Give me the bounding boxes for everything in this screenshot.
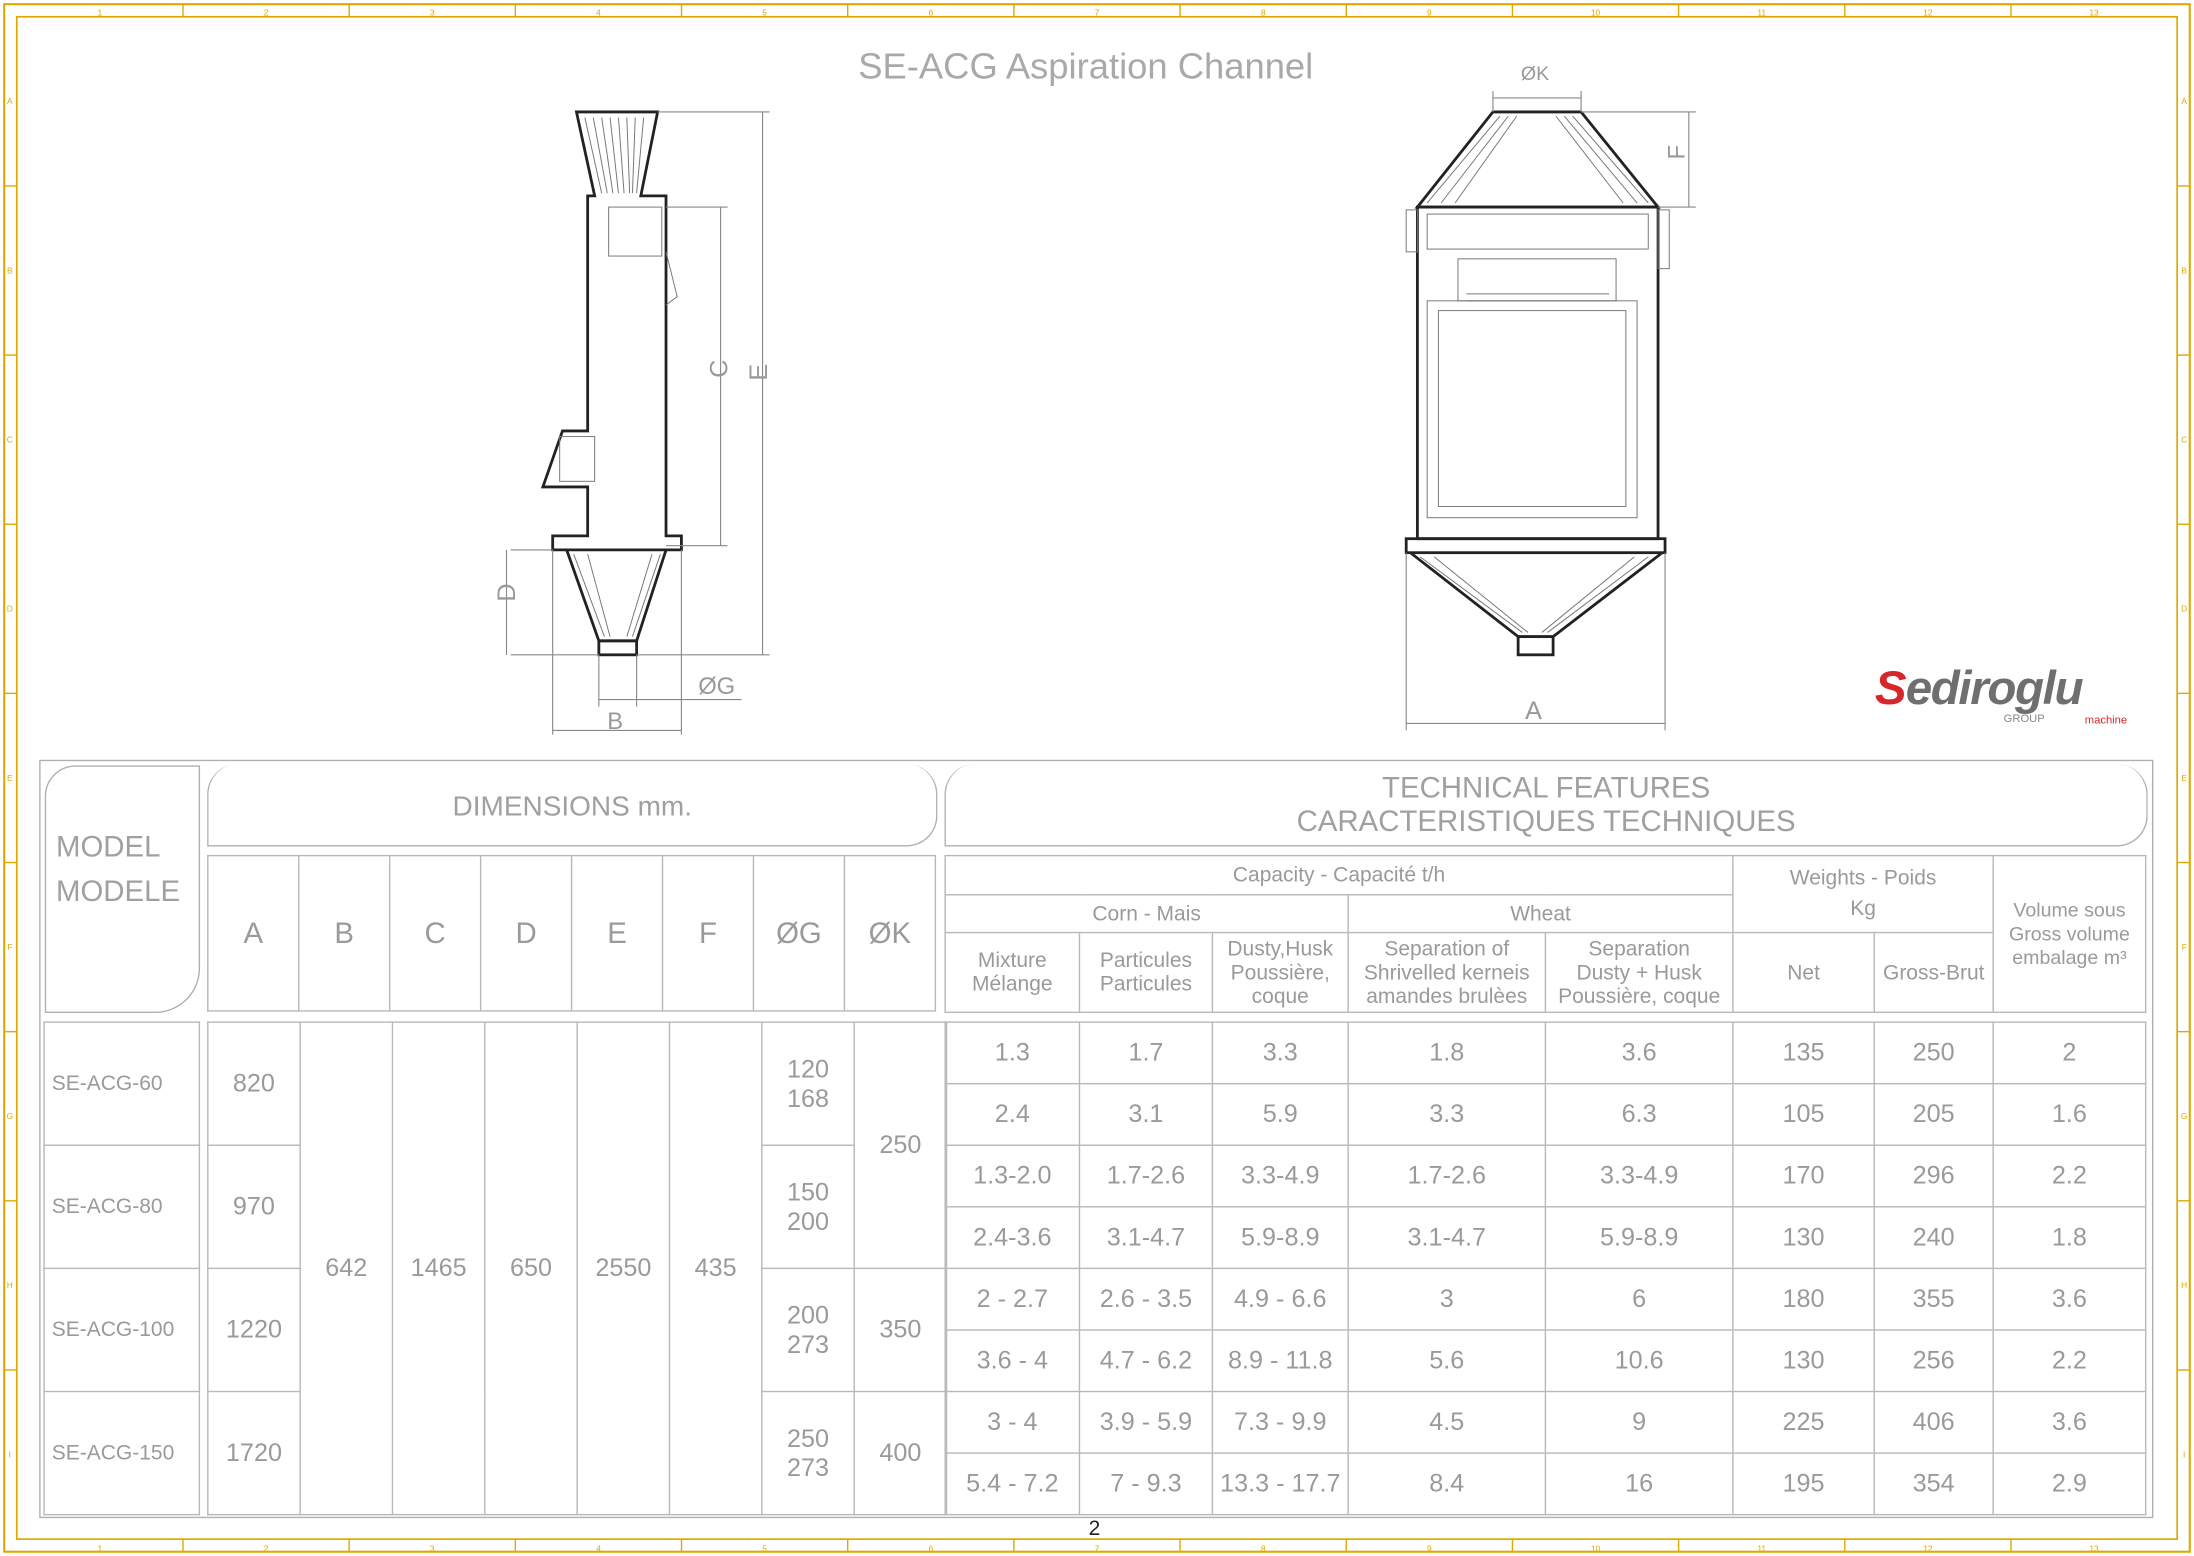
dim-a-value: 820 xyxy=(208,1022,300,1145)
capacity-value: 3.3 xyxy=(1348,1084,1545,1146)
capacity-value: 16 xyxy=(1545,1453,1732,1515)
capacity-value: 2.4 xyxy=(945,1084,1079,1146)
dim-b-value: 642 xyxy=(300,1022,392,1515)
capacity-value: 7 - 9.3 xyxy=(1079,1453,1212,1515)
frame-column-label: 11 xyxy=(1757,1543,1767,1554)
dim-d-value: 650 xyxy=(485,1022,577,1515)
dimensions-column-headers xyxy=(207,855,936,1012)
capacity-value: 3.6 - 4 xyxy=(945,1330,1079,1392)
capacity-value: 5.9-8.9 xyxy=(1545,1207,1732,1269)
dim-g-value: 120 168 xyxy=(762,1022,854,1145)
capacity-value: 195 xyxy=(1733,1453,1874,1515)
frame-column-label: 8 xyxy=(1260,1543,1266,1554)
capacity-value: 3.1-4.7 xyxy=(1079,1207,1212,1269)
capacity-value: 406 xyxy=(1874,1392,1993,1454)
model-name: SE-ACG-100 xyxy=(44,1268,199,1391)
features-table xyxy=(944,1021,2146,1515)
capacity-subheader: Separation Dusty + Husk Poussière, coque xyxy=(1545,933,1733,1013)
frame-column-label: 7 xyxy=(1094,7,1100,18)
frame-column-label: 9 xyxy=(1427,7,1432,18)
capacity-value: 5.4 - 7.2 xyxy=(945,1453,1079,1515)
capacity-value: 1.7-2.6 xyxy=(1348,1145,1545,1207)
frame-row-label: C xyxy=(2181,434,2188,445)
frame-row-label: B xyxy=(2181,265,2187,276)
dim-a-value: 970 xyxy=(208,1145,300,1268)
frame-row-label: H xyxy=(6,1280,13,1291)
frame-column-label: 5 xyxy=(762,7,767,18)
frame-row-label: A xyxy=(6,96,13,107)
capacity-value: 3.1 xyxy=(1079,1084,1212,1146)
capacity-subheader: Gross-Brut xyxy=(1874,933,1993,1013)
frame-column-label: 8 xyxy=(1260,7,1266,18)
dim-label-b: B xyxy=(607,707,624,735)
frame-row-label: F xyxy=(7,941,13,952)
frame-row-label: G xyxy=(2180,1111,2188,1122)
dim-label-d: D xyxy=(492,583,521,602)
model-header: MODEL MODELE xyxy=(45,765,200,1013)
dim-f-value: 435 xyxy=(670,1022,762,1515)
capacity-value: 1.8 xyxy=(1993,1207,2146,1269)
frame-column-label: 11 xyxy=(1757,7,1767,18)
dim-g-value: 150 200 xyxy=(762,1145,854,1268)
frame-row-label: D xyxy=(2181,603,2188,614)
dim-column-header: F xyxy=(663,856,754,1011)
dim-c-value: 1465 xyxy=(392,1022,484,1515)
capacity-value: 8.9 - 11.8 xyxy=(1212,1330,1348,1392)
frame-column-label: 2 xyxy=(263,1543,269,1554)
frame-row-label: A xyxy=(2181,96,2187,107)
dim-k-value: 250 xyxy=(854,1022,946,1268)
dim-a-value: 1220 xyxy=(208,1268,300,1391)
capacity-value: 240 xyxy=(1874,1207,1993,1269)
capacity-value: 6.3 xyxy=(1545,1084,1732,1146)
capacity-value: 2.6 - 3.5 xyxy=(1079,1268,1212,1330)
model-name: SE-ACG-80 xyxy=(44,1145,199,1268)
frame-column-label: 12 xyxy=(1923,7,1933,18)
capacity-value: 5.9-8.9 xyxy=(1212,1207,1348,1269)
frame-row-label: B xyxy=(6,265,13,276)
capacity-value: 13.3 - 17.7 xyxy=(1212,1453,1348,1515)
dim-label-k: ØK xyxy=(1520,62,1550,85)
frame-column-label: 13 xyxy=(2089,1543,2099,1554)
capacity-value: 1.7-2.6 xyxy=(1079,1145,1212,1207)
sediroglu-logo: S ediroglu GROUP machine xyxy=(1874,661,2128,727)
capacity-value: 1.3 xyxy=(945,1022,1079,1084)
capacity-value: 3.3 xyxy=(1212,1022,1348,1084)
capacity-value: 8.4 xyxy=(1348,1453,1545,1515)
capacity-value: 2.2 xyxy=(1993,1330,2146,1392)
capacity-value: 256 xyxy=(1874,1330,1993,1392)
frame-column-label: 7 xyxy=(1094,1543,1100,1554)
dim-column-header: D xyxy=(481,856,572,1011)
model-name: SE-ACG-150 xyxy=(44,1392,199,1515)
capacity-value: 3.1-4.7 xyxy=(1348,1207,1545,1269)
dim-column-header: ØG xyxy=(753,856,844,1011)
frame-row-label: H xyxy=(2181,1280,2188,1291)
dim-label-a: A xyxy=(1525,697,1542,726)
capacity-value: 10.6 xyxy=(1545,1330,1732,1392)
capacity-value: 135 xyxy=(1733,1022,1874,1084)
capacity-value: 4.9 - 6.6 xyxy=(1212,1268,1348,1330)
capacity-value: 2 xyxy=(1993,1022,2146,1084)
dim-column-header: ØK xyxy=(844,856,935,1011)
capacity-value: 3 - 4 xyxy=(945,1392,1079,1454)
capacity-value: 4.7 - 6.2 xyxy=(1079,1330,1212,1392)
frame-row-label: E xyxy=(2181,772,2187,783)
capacity-value: 4.5 xyxy=(1348,1392,1545,1454)
dimensions-table xyxy=(207,1021,947,1515)
capacity-value: 1.3-2.0 xyxy=(945,1145,1079,1207)
frame-row-label: E xyxy=(6,772,13,783)
capacity-value: 1.8 xyxy=(1348,1022,1545,1084)
capacity-value: 2.2 xyxy=(1993,1145,2146,1207)
page-title: SE-ACG Aspiration Channel xyxy=(858,44,1314,87)
dim-label-e: E xyxy=(744,363,773,381)
frame-column-label: 5 xyxy=(762,1543,767,1554)
dim-a-value: 1720 xyxy=(208,1392,300,1515)
frame-column-label: 6 xyxy=(928,7,934,18)
dim-k-value: 400 xyxy=(854,1392,946,1515)
dim-g-value: 250 273 xyxy=(762,1392,854,1515)
capacity-value: 3.9 - 5.9 xyxy=(1079,1392,1212,1454)
dim-label-g: ØG xyxy=(698,673,736,701)
capacity-header: Capacity - Capacité t/h xyxy=(945,856,1733,895)
capacity-value: 225 xyxy=(1733,1392,1874,1454)
frame-row-label: F xyxy=(2181,941,2187,952)
capacity-value: 5.6 xyxy=(1348,1330,1545,1392)
capacity-value: 9 xyxy=(1545,1392,1732,1454)
capacity-subheader: Separation of Shrivelled kerneis amandes brulèes xyxy=(1348,933,1545,1013)
capacity-value: 130 xyxy=(1733,1330,1874,1392)
page-number: 2 xyxy=(1088,1516,1101,1541)
frame-column-label: 2 xyxy=(263,7,269,18)
frame-row-label: I xyxy=(2182,1449,2186,1460)
frame-row-label: C xyxy=(6,434,13,445)
capacity-value: 3 xyxy=(1348,1268,1545,1330)
dim-e-value: 2550 xyxy=(577,1022,669,1515)
frame-row-label: I xyxy=(8,1449,11,1460)
capacity-value: 5.9 xyxy=(1212,1084,1348,1146)
technical-features-header: TECHNICAL FEATURES CARACTERISTIQUES TECHNIQUES xyxy=(944,764,2147,847)
capacity-subheader: Dusty,Husk Poussière, coque xyxy=(1212,933,1348,1013)
capacity-value: 170 xyxy=(1733,1145,1874,1207)
dim-k-value: 350 xyxy=(854,1268,946,1391)
dim-label-c: C xyxy=(705,359,734,378)
capacity-value: 3.3-4.9 xyxy=(1545,1145,1732,1207)
frame-row-label: D xyxy=(6,603,13,614)
model-name: SE-ACG-60 xyxy=(44,1022,199,1145)
capacity-subheader: Net xyxy=(1733,933,1874,1013)
capacity-value: 354 xyxy=(1874,1453,1993,1515)
capacity-value: 2.4-3.6 xyxy=(945,1207,1079,1269)
dim-column-header: E xyxy=(572,856,663,1011)
frame-column-label: 9 xyxy=(1427,1543,1432,1554)
frame-column-label: 4 xyxy=(596,7,601,18)
capacity-value: 2 - 2.7 xyxy=(945,1268,1079,1330)
frame-row-label: G xyxy=(6,1111,14,1122)
frame-column-label: 3 xyxy=(429,7,435,18)
capacity-value: 3.6 xyxy=(1993,1268,2146,1330)
weights-header: Weights - Poids Kg xyxy=(1733,856,1993,933)
frame-column-label: 1 xyxy=(97,7,103,18)
capacity-value: 3.6 xyxy=(1545,1022,1732,1084)
corn-header: Corn - Mais xyxy=(945,895,1348,933)
dim-column-header: A xyxy=(208,856,299,1011)
frame-column-label: 12 xyxy=(1923,1543,1933,1554)
dim-g-value: 200 273 xyxy=(762,1268,854,1391)
capacity-value: 130 xyxy=(1733,1207,1874,1269)
wheat-header: Wheat xyxy=(1348,895,1733,933)
capacity-value: 1.6 xyxy=(1993,1084,2146,1146)
capacity-value: 250 xyxy=(1874,1022,1993,1084)
capacity-value: 2.9 xyxy=(1993,1453,2146,1515)
features-column-headers xyxy=(944,855,2146,1013)
model-list xyxy=(43,1021,200,1515)
side-view-drawing xyxy=(0,0,2194,756)
dim-column-header: C xyxy=(390,856,481,1011)
frame-column-label: 6 xyxy=(928,1543,934,1554)
capacity-value: 355 xyxy=(1874,1268,1993,1330)
capacity-subheader: Particules Particules xyxy=(1079,933,1212,1013)
capacity-value: 6 xyxy=(1545,1268,1732,1330)
capacity-value: 296 xyxy=(1874,1145,1993,1207)
capacity-value: 205 xyxy=(1874,1084,1993,1146)
frame-column-label: 3 xyxy=(429,1543,435,1554)
frame-column-label: 1 xyxy=(97,1543,103,1554)
dim-label-f: F xyxy=(1663,144,1691,160)
dim-column-header: B xyxy=(299,856,390,1011)
capacity-value: 1.7 xyxy=(1079,1022,1212,1084)
logo-s-mark: S xyxy=(1874,661,1907,715)
volume-header: Volume sous Gross volume embalage m³ xyxy=(1993,856,2146,1013)
capacity-value: 3.6 xyxy=(1993,1392,2146,1454)
frame-column-label: 10 xyxy=(1590,7,1601,18)
dimensions-header: DIMENSIONS mm. xyxy=(207,764,937,847)
frame-column-label: 13 xyxy=(2089,7,2099,18)
capacity-value: 105 xyxy=(1733,1084,1874,1146)
capacity-value: 7.3 - 9.9 xyxy=(1212,1392,1348,1454)
frame-column-label: 4 xyxy=(596,1543,601,1554)
capacity-value: 3.3-4.9 xyxy=(1212,1145,1348,1207)
capacity-value: 180 xyxy=(1733,1268,1874,1330)
capacity-subheader: Mixture Mélange xyxy=(945,933,1079,1013)
frame-column-label: 10 xyxy=(1590,1543,1601,1554)
